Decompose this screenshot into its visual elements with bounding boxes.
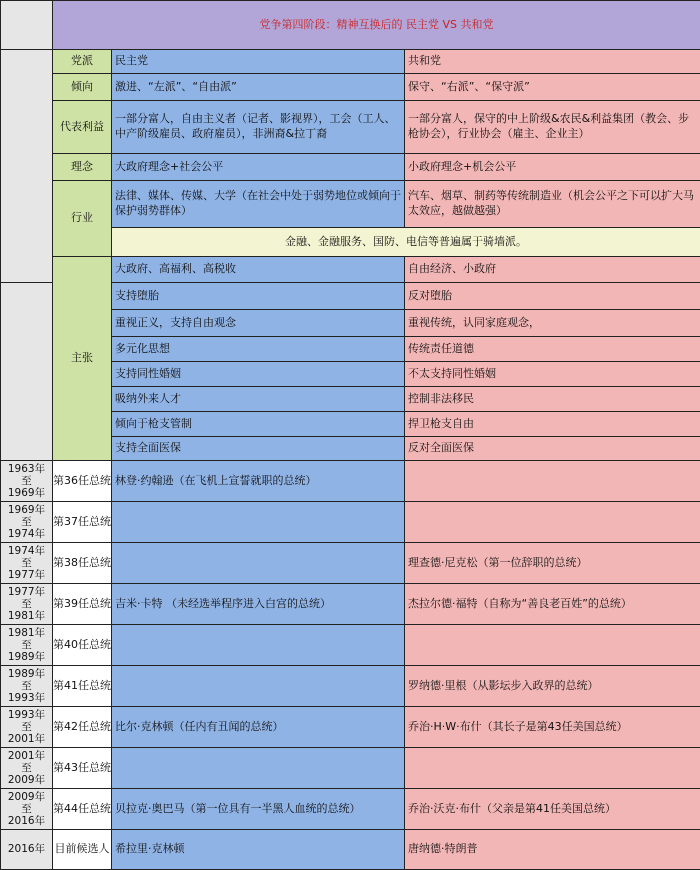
table-title: 党争第四阶段：精神互换后的 民主党 VS 共和党 bbox=[53, 1, 700, 50]
side-blank bbox=[1, 50, 53, 283]
dem-interests: 一部分富人，自由主义者（记者、影视界），工会（工人、中产阶级雇员、政府雇员），非洲裔&拉丁裔 bbox=[112, 101, 405, 154]
term-years: 1981年 至 1989年 bbox=[1, 625, 53, 666]
dem-president: 贝拉克·奥巴马（第一位具有一半黑人血统的总统） bbox=[112, 789, 405, 830]
term-years: 1974年 至 1977年 bbox=[1, 543, 53, 584]
term-number: 第41任总统 bbox=[53, 666, 112, 707]
row-label-industry: 行业 bbox=[53, 181, 112, 257]
rep-stance: 捍卫枪支自由 bbox=[405, 412, 700, 437]
dem-president: 吉米·卡特 （未经选举程序进入白宫的总统） bbox=[112, 584, 405, 625]
rep-president bbox=[405, 461, 700, 502]
corner-cell bbox=[1, 1, 53, 50]
row-label-interests: 代表利益 bbox=[53, 101, 112, 154]
rep-stance: 重视传统，认同家庭观念， bbox=[405, 310, 700, 337]
rep-orientation: 保守、“右派”、“保守派” bbox=[405, 74, 700, 101]
dem-orientation: 激进、“左派”、“自由派” bbox=[112, 74, 405, 101]
rep-president: 理查德·尼克松（第一位辞职的总统） bbox=[405, 543, 700, 584]
term-years: 1969年 至 1974年 bbox=[1, 502, 53, 543]
row-label-stances: 主张 bbox=[53, 257, 112, 461]
dem-concept: 大政府理念+社会公平 bbox=[112, 154, 405, 181]
interests-row bbox=[1, 101, 700, 154]
industry-row bbox=[1, 181, 700, 228]
rep-candidate: 唐纳德·特朗普 bbox=[405, 830, 700, 870]
rep-concept: 小政府理念+机会公平 bbox=[405, 154, 700, 181]
candidates-label: 目前候选人 bbox=[53, 830, 112, 870]
dem-stance: 吸纳外来人才 bbox=[112, 387, 405, 412]
president-row bbox=[1, 707, 700, 748]
rep-stance: 不太支持同性婚姻 bbox=[405, 362, 700, 387]
row-label-orientation: 倾向 bbox=[53, 74, 112, 101]
dem-president: 林登·约翰逊（在飞机上宣誓就职的总统） bbox=[112, 461, 405, 502]
term-years: 2001年 至 2009年 bbox=[1, 748, 53, 789]
rep-interests: 一部分富人，保守的中上阶级&农民&利益集团（教会、步枪协会），行业协会（雇主、企业主） bbox=[405, 101, 700, 154]
title-row bbox=[1, 1, 700, 50]
president-row bbox=[1, 461, 700, 502]
term-number: 第40任总统 bbox=[53, 625, 112, 666]
term-years: 2009年 至 2016年 bbox=[1, 789, 53, 830]
candidates-row bbox=[1, 830, 700, 870]
president-row bbox=[1, 625, 700, 666]
term-number: 第44任总统 bbox=[53, 789, 112, 830]
term-number: 第36任总统 bbox=[53, 461, 112, 502]
side-blank bbox=[1, 283, 53, 461]
president-row bbox=[1, 543, 700, 584]
term-years: 1963年 至 1969年 bbox=[1, 461, 53, 502]
dem-stance: 大政府、高福利、高税收 bbox=[112, 257, 405, 283]
term-years: 1989年 至 1993年 bbox=[1, 666, 53, 707]
dem-party-name: 民主党 bbox=[112, 50, 405, 74]
term-years: 1977年 至 1981年 bbox=[1, 584, 53, 625]
term-number: 第43任总统 bbox=[53, 748, 112, 789]
term-number: 第39任总统 bbox=[53, 584, 112, 625]
rep-stance: 反对堕胎 bbox=[405, 283, 700, 310]
concept-row bbox=[1, 154, 700, 181]
dem-president bbox=[112, 666, 405, 707]
term-number: 第37任总统 bbox=[53, 502, 112, 543]
rep-stance: 自由经济、小政府 bbox=[405, 257, 700, 283]
dem-president bbox=[112, 502, 405, 543]
rep-party-name: 共和党 bbox=[405, 50, 700, 74]
president-row bbox=[1, 502, 700, 543]
stance-row bbox=[1, 257, 700, 283]
dem-stance: 支持堕胎 bbox=[112, 283, 405, 310]
dem-stance: 倾向于枪支管制 bbox=[112, 412, 405, 437]
party-row bbox=[1, 50, 700, 74]
rep-stance: 反对全面医保 bbox=[405, 437, 700, 461]
dem-president: 比尔·克林顿（任内有丑闻的总统） bbox=[112, 707, 405, 748]
orientation-row bbox=[1, 74, 700, 101]
dem-industry: 法律、媒体、传媒、大学（在社会中处于弱势地位或倾向于保护弱势群体） bbox=[112, 181, 405, 228]
candidates-year: 2016年 bbox=[1, 830, 53, 870]
president-row bbox=[1, 666, 700, 707]
dem-stance: 重视正义，支持自由观念 bbox=[112, 310, 405, 337]
dem-stance: 支持同性婚姻 bbox=[112, 362, 405, 387]
term-years: 1993年 至 2001年 bbox=[1, 707, 53, 748]
term-number: 第42任总统 bbox=[53, 707, 112, 748]
dem-stance: 支持全面医保 bbox=[112, 437, 405, 461]
dem-president bbox=[112, 625, 405, 666]
rep-stance: 控制非法移民 bbox=[405, 387, 700, 412]
rep-president bbox=[405, 502, 700, 543]
dem-stance: 多元化思想 bbox=[112, 337, 405, 362]
dem-president bbox=[112, 748, 405, 789]
row-label-party: 党派 bbox=[53, 50, 112, 74]
president-row bbox=[1, 748, 700, 789]
rep-stance: 传统责任道德 bbox=[405, 337, 700, 362]
president-row bbox=[1, 584, 700, 625]
rep-president: 乔治·沃克·布什（父亲是第41任美国总统） bbox=[405, 789, 700, 830]
term-number: 第38任总统 bbox=[53, 543, 112, 584]
rep-president bbox=[405, 748, 700, 789]
rep-industry: 汽车、烟草、制药等传统制造业（机会公平之下可以扩大马太效应，越做越强） bbox=[405, 181, 700, 228]
dem-president bbox=[112, 543, 405, 584]
shared-industry: 金融、金融服务、国防、电信等普遍属于骑墙派。 bbox=[112, 228, 700, 257]
rep-president: 杰拉尔德·福特（自称为“善良老百姓”的总统） bbox=[405, 584, 700, 625]
dem-candidate: 希拉里·克林顿 bbox=[112, 830, 405, 870]
rep-president: 乔治·H·W·布什（其长子是第43任美国总统） bbox=[405, 707, 700, 748]
row-label-concept: 理念 bbox=[53, 154, 112, 181]
rep-president bbox=[405, 625, 700, 666]
president-row bbox=[1, 789, 700, 830]
rep-president: 罗纳德·里根（从影坛步入政界的总统） bbox=[405, 666, 700, 707]
